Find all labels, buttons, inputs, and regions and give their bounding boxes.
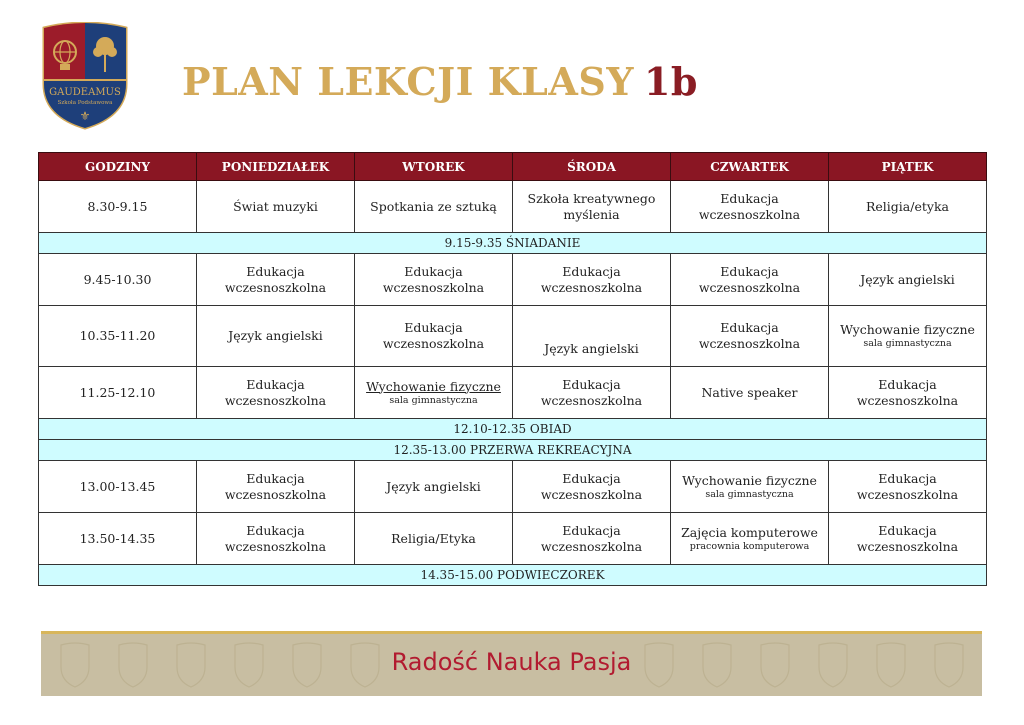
lesson-cell: [355, 254, 513, 306]
room-name: sala gimnastyczna: [863, 338, 952, 349]
lesson-cell: [197, 254, 355, 306]
lesson-cell: [671, 461, 829, 513]
lesson-cell: [829, 367, 987, 419]
column-header: CZWARTEK: [671, 153, 829, 181]
subject-name: Edukacja wczesnoszkolna: [224, 522, 327, 554]
school-logo: [40, 22, 130, 130]
time-cell: 8.30-9.15: [39, 181, 197, 233]
lesson-cell: [355, 181, 513, 233]
subject-name: Edukacja wczesnoszkolna: [382, 320, 485, 351]
column-header: WTOREK: [355, 153, 513, 181]
subject-name: Wychowanie fizyczne: [682, 472, 817, 488]
break-cell: 12.35-13.00 PRZERWA REKREACYJNA: [39, 440, 987, 461]
subject-name: Religia/Etyka: [391, 530, 476, 546]
schedule-table: [38, 152, 987, 586]
page-title: [182, 56, 698, 108]
subject-name: Wychowanie fizyczne: [840, 322, 975, 337]
subject-name: Edukacja wczesnoszkolna: [224, 376, 327, 408]
lesson-cell: [355, 367, 513, 419]
subject-name: Wychowanie fizyczne: [366, 378, 501, 394]
lesson-cell: [355, 513, 513, 565]
lesson-cell: [671, 306, 829, 367]
schedule-body: [39, 181, 987, 586]
lesson-cell: [671, 367, 829, 419]
subject-name: Język angielski: [228, 328, 323, 343]
subject-name: Edukacja wczesnoszkolna: [224, 470, 327, 502]
column-header: PIĄTEK: [829, 153, 987, 181]
subject-name: Edukacja wczesnoszkolna: [856, 376, 959, 408]
subject-name: Edukacja wczesnoszkolna: [856, 522, 959, 554]
subject-name: Język angielski: [544, 341, 639, 356]
lesson-cell: [513, 254, 671, 306]
break-row: [39, 233, 987, 254]
lesson-cell: [829, 461, 987, 513]
lesson-cell: [513, 306, 671, 367]
subject-name: Edukacja wczesnoszkolna: [540, 376, 643, 408]
lesson-cell: [197, 181, 355, 233]
lesson-row: [39, 181, 987, 233]
subject-name: Edukacja wczesnoszkolna: [540, 522, 643, 554]
time-cell: 13.00-13.45: [39, 461, 197, 513]
subject-name: Religia/etyka: [866, 198, 949, 214]
lesson-cell: [513, 181, 671, 233]
lesson-cell: [513, 367, 671, 419]
lesson-row: [39, 367, 987, 419]
lesson-cell: [197, 461, 355, 513]
lesson-cell: [197, 367, 355, 419]
break-cell: 9.15-9.35 ŚNIADANIE: [39, 233, 987, 254]
break-row: [39, 565, 987, 586]
lesson-cell: [355, 306, 513, 367]
lesson-row: [39, 306, 987, 367]
break-row: [39, 419, 987, 440]
logo-school-name: GAUDEAMUS: [49, 87, 121, 98]
subject-name: Edukacja wczesnoszkolna: [698, 190, 801, 222]
lesson-cell: [197, 306, 355, 367]
title-main: PLAN LEKCJI KLASY: [182, 59, 634, 104]
lesson-cell: [829, 254, 987, 306]
room-name: sala gimnastyczna: [705, 488, 794, 500]
break-cell: 12.10-12.35 OBIAD: [39, 419, 987, 440]
subject-name: Edukacja wczesnoszkolna: [856, 470, 959, 502]
break-cell: 14.35-15.00 PODWIECZOREK: [39, 565, 987, 586]
time-cell: 10.35-11.20: [39, 306, 197, 367]
lesson-cell: [829, 181, 987, 233]
subject-name: Edukacja wczesnoszkolna: [540, 470, 643, 502]
lesson-cell: [671, 513, 829, 565]
footer-motto: Radość Nauka Pasja: [391, 648, 632, 676]
lesson-cell: [671, 181, 829, 233]
subject-name: Spotkania ze sztuką: [370, 198, 497, 214]
lesson-cell: [513, 461, 671, 513]
break-row: [39, 440, 987, 461]
subject-name: Edukacja wczesnoszkolna: [698, 320, 801, 351]
subject-name: Edukacja wczesnoszkolna: [698, 263, 801, 295]
subject-name: Native speaker: [701, 384, 798, 400]
lesson-cell: [197, 513, 355, 565]
lesson-cell: [355, 461, 513, 513]
subject-name: Edukacja wczesnoszkolna: [224, 263, 327, 295]
lesson-row: [39, 254, 987, 306]
fleur-de-lis-icon: ⚜: [79, 109, 91, 123]
lesson-cell: [671, 254, 829, 306]
column-header: PONIEDZIAŁEK: [197, 153, 355, 181]
subject-name: Świat muzyki: [233, 198, 318, 214]
subject-name: Szkoła kreatywnego myślenia: [527, 190, 656, 222]
subject-name: Zajęcia komputerowe: [681, 524, 818, 540]
title-class: 1b: [643, 59, 698, 104]
footer-banner: [41, 631, 982, 696]
lesson-cell: [829, 306, 987, 367]
table-header-row: [39, 153, 987, 181]
room-name: sala gimnastyczna: [389, 394, 478, 406]
lesson-row: [39, 461, 987, 513]
time-cell: 9.45-10.30: [39, 254, 197, 306]
column-header: ŚRODA: [513, 153, 671, 181]
subject-name: Edukacja wczesnoszkolna: [540, 263, 643, 295]
room-name: pracownia komputerowa: [689, 540, 810, 552]
column-header: GODZINY: [39, 153, 197, 181]
subject-name: Edukacja wczesnoszkolna: [382, 263, 485, 295]
lesson-cell: [829, 513, 987, 565]
time-cell: 13.50-14.35: [39, 513, 197, 565]
lesson-row: [39, 513, 987, 565]
lesson-cell: [513, 513, 671, 565]
subject-name: Język angielski: [386, 478, 481, 494]
time-cell: 11.25-12.10: [39, 367, 197, 419]
logo-school-sub: Szkoła Podstawowa: [57, 100, 113, 106]
subject-name: Język angielski: [860, 271, 955, 287]
